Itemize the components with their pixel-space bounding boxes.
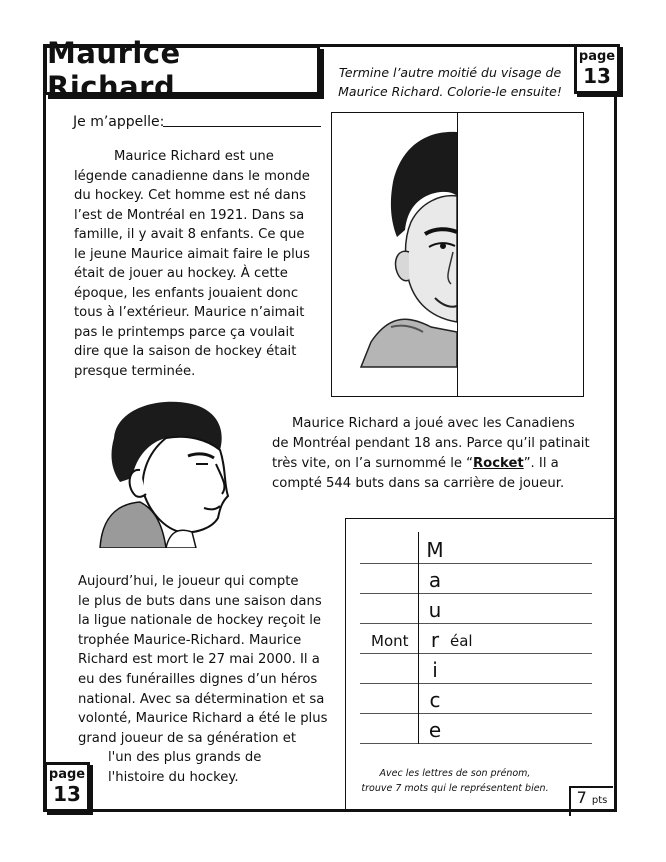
legacy-paragraph bbox=[78, 572, 336, 788]
text-line: famille, il y avait 8 enfants. Ce que bbox=[74, 227, 305, 242]
points-value: 7 bbox=[576, 788, 587, 807]
acrostic-letter: i bbox=[432, 658, 438, 682]
points-box bbox=[569, 786, 613, 816]
text-line: tous à l’extérieur. Maurice n’aimait bbox=[74, 305, 305, 320]
acrostic-instruction-line2: trouve 7 mots qui le représentent bien. bbox=[361, 783, 549, 794]
sketch-portrait bbox=[96, 398, 246, 548]
page-badge-top bbox=[574, 44, 620, 94]
example-word-left: Mont bbox=[371, 632, 409, 650]
acrostic-letter: e bbox=[428, 718, 442, 742]
acrostic-line[interactable] bbox=[360, 683, 592, 684]
acrostic-line[interactable] bbox=[360, 713, 592, 714]
acrostic-vertical-line bbox=[418, 532, 419, 744]
acrostic-letter: u bbox=[428, 598, 442, 622]
text-line: était de jouer au hockey. À cette bbox=[74, 266, 288, 281]
text-line: l'un des plus grands de bbox=[108, 750, 262, 766]
text-line: l’est de Montréal en 1921. Dans sa bbox=[74, 207, 305, 223]
face-instruction-line2: Maurice Richard. Colorie-le ensuite! bbox=[338, 84, 562, 99]
text-line: trophée Maurice-Richard. Maurice bbox=[78, 632, 302, 648]
text-line: dire que la saison de hockey était bbox=[74, 344, 297, 359]
acrostic-letter: r bbox=[430, 628, 440, 652]
text-line: légende canadienne dans le monde bbox=[74, 168, 310, 184]
text-line: le jeune Maurice aimait faire le plus bbox=[74, 246, 310, 262]
name-input-line[interactable] bbox=[163, 126, 321, 127]
text-line: Maurice Richard est une bbox=[114, 149, 274, 164]
face-instruction-line1: Termine l’autre moitié du visage de bbox=[338, 65, 562, 80]
page-number: 13 bbox=[583, 64, 611, 88]
text-line: volonté, Maurice Richard a été le plus bbox=[78, 711, 328, 727]
acrostic-letter: M bbox=[426, 538, 444, 562]
text-line: grand joueur de sa génération et bbox=[78, 730, 296, 746]
biography-paragraph bbox=[74, 147, 314, 381]
text-line: compté 544 buts dans sa carrière de joueur. bbox=[272, 476, 565, 491]
text-line bbox=[272, 454, 592, 474]
name-label: Je m’appelle: bbox=[73, 114, 165, 130]
text-line: pas le printemps parce ça voulait bbox=[74, 324, 295, 340]
text-line: le plus de buts dans une saison dans bbox=[78, 593, 322, 609]
acrostic-letter: a bbox=[428, 568, 442, 592]
page-label: page bbox=[578, 49, 616, 64]
text-line: époque, les enfants jouaient donc bbox=[74, 285, 299, 301]
page-badge-bottom bbox=[44, 762, 90, 812]
text-line: eu des funérailles dignes d’un héros bbox=[78, 671, 318, 687]
text-line: presque terminée. bbox=[74, 363, 196, 379]
text-line: Richard est mort le 27 mai 2000. Il a bbox=[78, 652, 320, 668]
example-word-right: éal bbox=[450, 632, 473, 650]
rocket-nickname: Rocket bbox=[473, 456, 524, 471]
page-label: page bbox=[48, 767, 86, 782]
title-box bbox=[44, 36, 320, 104]
acrostic-line[interactable] bbox=[360, 593, 592, 594]
face-instruction bbox=[330, 63, 570, 101]
page-title: Maurice Richard bbox=[47, 36, 181, 104]
page-number: 13 bbox=[53, 782, 81, 806]
text-line: l'histoire du hockey. bbox=[108, 769, 239, 785]
acrostic-line[interactable] bbox=[360, 743, 592, 744]
text-line: la ligue nationale de hockey reçoit le bbox=[78, 613, 322, 629]
text-line: de Montréal pendant 18 ans. Parce qu’il patinait bbox=[272, 436, 590, 451]
text-fragment: ”. Il a bbox=[523, 456, 559, 471]
text-line: national. Avec sa détermination et sa bbox=[78, 691, 325, 707]
acrostic-letter: c bbox=[429, 688, 441, 712]
text-line: du hockey. Cet homme est né dans bbox=[74, 188, 306, 203]
acrostic-line[interactable] bbox=[360, 563, 592, 564]
text-fragment: très vite, on l’a surnommé le “ bbox=[272, 456, 474, 471]
points-unit: pts bbox=[591, 795, 608, 806]
acrostic-instruction-line1: Avec les lettres de son prénom, bbox=[379, 768, 531, 779]
acrostic-line[interactable] bbox=[360, 623, 592, 624]
text-line: Aujourd’hui, le joueur qui compte bbox=[78, 574, 299, 589]
career-paragraph bbox=[272, 414, 592, 494]
face-symmetry-line bbox=[457, 112, 458, 397]
text-line: Maurice Richard a joué avec les Canadiens bbox=[292, 416, 575, 431]
acrostic-instruction bbox=[352, 766, 558, 796]
acrostic-line[interactable] bbox=[360, 653, 592, 654]
